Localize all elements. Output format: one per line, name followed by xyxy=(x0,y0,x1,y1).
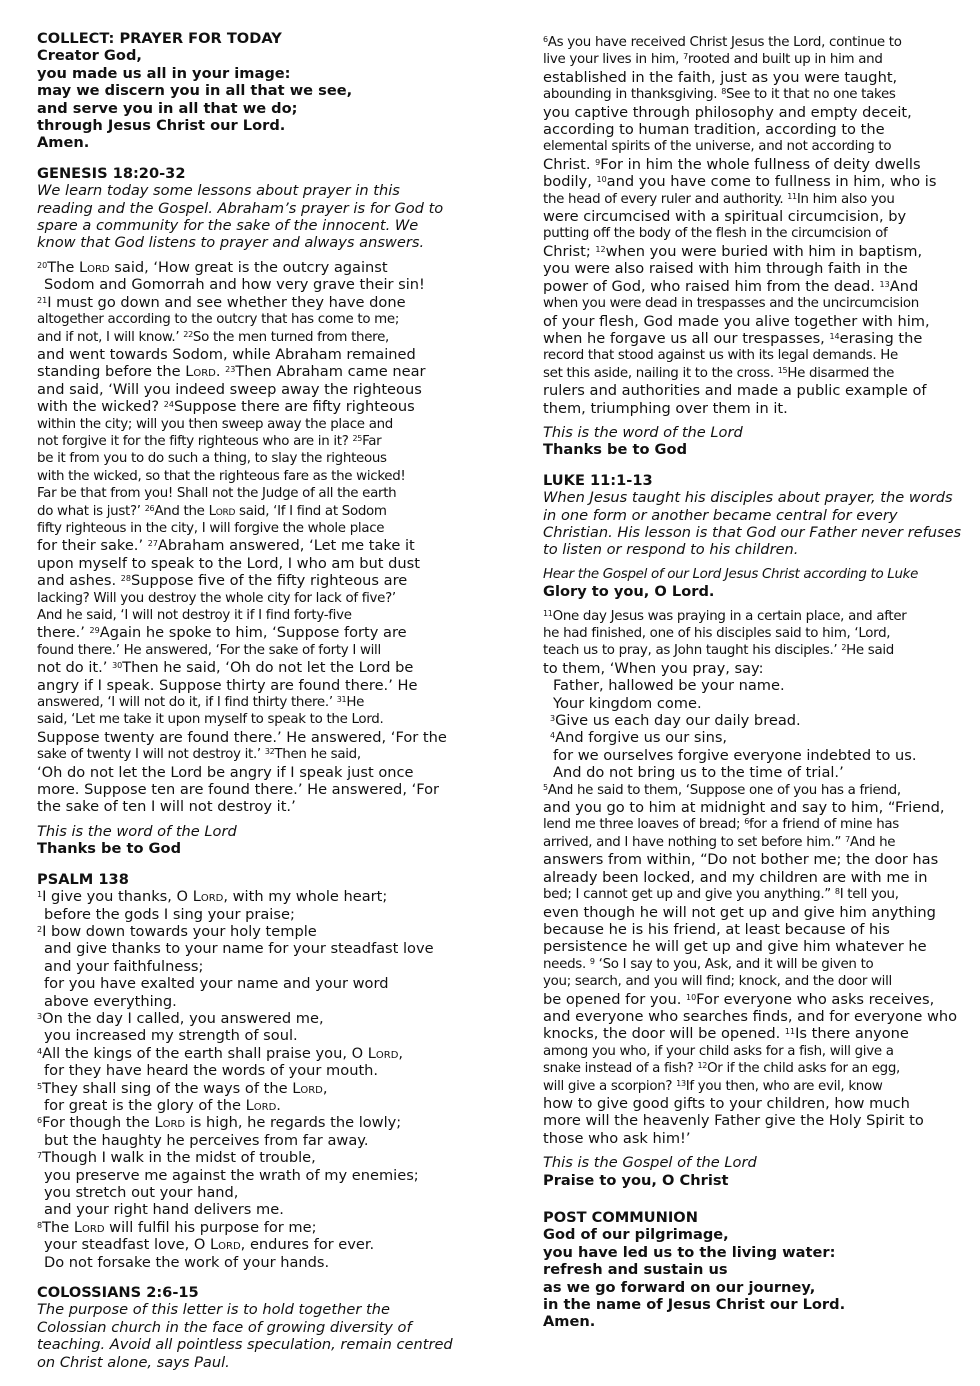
colossians-response-answer: Thanks be to God xyxy=(543,441,688,459)
verse-line: you captive through philosophy and empty deceit, xyxy=(543,103,912,121)
colossians-section-reading xyxy=(543,34,963,459)
verse-line: and your faithfulness; xyxy=(44,957,204,975)
luke-response-call: This is the Gospel of the Lord xyxy=(543,1154,757,1172)
luke-intro: When Jesus taught his disciples about prayer, the words in one form or another became central for every Christian. His lesson is that God our Father never refuses to listen or respond to his children. xyxy=(543,489,962,559)
verse-line: be it from you to do such a thing, to slay the righteous xyxy=(37,451,387,467)
verse-line: you; search, and you will find; knock, and the door will xyxy=(543,974,892,990)
verse-line: abounding in thanksgiving. $^8$See to it that no one takes xyxy=(543,87,896,103)
verse-line: with the wicked, so that the righteous fare as the wicked! xyxy=(37,468,406,484)
collect-line: through Jesus Christ our Lord. xyxy=(37,117,286,135)
luke-section xyxy=(543,472,963,1189)
verse-line: Your kingdom come. xyxy=(553,694,702,712)
verse-line: even though he will not get up and give him anything xyxy=(543,903,936,921)
verse-line: ‘Oh do not let the Lord be angry if I speak just once xyxy=(37,763,414,781)
verse-line: rulers and authorities and made a public example of xyxy=(543,382,927,400)
psalm-section xyxy=(37,871,457,1271)
luke-response-answer: Praise to you, O Christ xyxy=(543,1171,729,1189)
luke-announcement: Hear the Gospel of our Lord Jesus Christ according to Luke xyxy=(543,566,919,582)
verse-line: upon myself to speak to the Lord, I who am but dust xyxy=(37,554,420,572)
colossians-section-intro xyxy=(37,1284,457,1371)
verse-line: $^{11}$One day Jesus was praying in a certain place, and after xyxy=(543,608,907,624)
verse-line: for their sake.’ $^{27}$Abraham answered, ‘Let me take it xyxy=(37,537,415,555)
left-column xyxy=(37,30,457,1371)
verse-line: and you go to him at midnight and say to him, “Friend, xyxy=(543,799,945,817)
collect-line: Creator God, xyxy=(37,47,142,65)
verse-line: live your lives in him, $^7$rooted and built up in him and xyxy=(543,52,883,68)
verse-line: within the city; will you then sweep away the place and xyxy=(37,416,393,432)
post-communion-line: God of our pilgrimage, xyxy=(543,1226,729,1244)
collect-line: Amen. xyxy=(37,134,90,152)
verse-line: when he forgave us all our trespasses, $^{14}$erasing the xyxy=(543,329,923,347)
post-communion-line: as we go forward on our journey, xyxy=(543,1278,816,1296)
verse-line: answers from within, “Do not bother me; the door has xyxy=(543,851,939,869)
verse-line: be opened for you. $^{10}$For everyone who asks receives, xyxy=(543,990,935,1008)
verse-line: standing before the Lord. $^{23}$Then Abraham came near xyxy=(37,363,426,381)
verse-line: and your right hand delivers me. xyxy=(44,1201,284,1219)
verse-line: and everyone who searches finds, and for everyone who xyxy=(543,1007,958,1025)
verse-line: your steadfast love, O Lord, endures for ever. xyxy=(44,1236,375,1254)
verse-line: $^4$And forgive us our sins, xyxy=(550,729,728,747)
verse-line: will give a scorpion? $^{13}$If you then, who are evil, know xyxy=(543,1078,883,1094)
verse-line: of your flesh, God made you alive together with him, xyxy=(543,312,930,330)
verse-line: fifty righteous in the city, I will forgive the whole place xyxy=(37,520,385,536)
verse-line: and said, ‘Will you indeed sweep away the righteous xyxy=(37,380,422,398)
verse-line: Far be that from you! Shall not the Judge of all the earth xyxy=(37,486,397,502)
collect-heading: COLLECT: PRAYER FOR TODAY xyxy=(37,30,282,47)
verse-line: bodily, $^{10}$and you have come to fullness in him, who is xyxy=(543,173,937,191)
colossians-intro: The purpose of this letter is to hold together the Colossian church in the face of growing diversity of teaching. Avoid all pointless speculation, remain centred on Christ alone, says Paul. xyxy=(37,1301,453,1371)
verse-line: altogether according to the outcry that has come to me; xyxy=(37,312,400,328)
verse-line: And he said, ‘I will not destroy it if I find forty-five xyxy=(37,608,352,623)
verse-line: $^5$They shall sing of the ways of the Lord, xyxy=(37,1079,328,1097)
verse-line: you were also raised with him through faith in the xyxy=(543,260,908,278)
verse-line: for they have heard the words of your mouth. xyxy=(44,1062,379,1080)
verse-line: Christ. $^9$For in him the whole fullness of deity dwells xyxy=(543,155,921,173)
right-column xyxy=(543,34,963,1331)
collect-line: and serve you in all that we do; xyxy=(37,99,298,117)
verse-line: the head of every ruler and authority. $^{11}$In him also you xyxy=(543,191,895,207)
verse-line: power of God, who raised him from the dead. $^{13}$And xyxy=(543,277,919,295)
verse-line: were circumcised with a spiritual circumcision, by xyxy=(543,208,907,226)
verse-line: with the wicked? $^{24}$Suppose there are fifty righteous xyxy=(37,398,415,416)
verse-line: you preserve me against the wrath of my enemies; xyxy=(44,1166,419,1184)
verse-line: record that stood against us with its legal demands. He xyxy=(543,348,898,364)
verse-line: angry if I speak. Suppose thirty are found there.’ He xyxy=(37,676,418,694)
verse-line: not forgive it for the fifty righteous who are in it? $^{25}$Far xyxy=(37,433,382,449)
verse-line: how to give good gifts to your children, how much xyxy=(543,1094,910,1112)
verse-line: when you were dead in trespasses and the uncircumcision xyxy=(543,296,919,312)
verse-line: Do not forsake the work of your hands. xyxy=(44,1253,330,1271)
genesis-response-answer: Thanks be to God xyxy=(37,840,182,858)
verse-line: said, ‘Let me take it upon myself to speak to the Lord. xyxy=(37,712,384,728)
verse-line: to them, ‘When you pray, say: xyxy=(543,659,764,677)
luke-announcement-response: Glory to you, O Lord. xyxy=(543,583,715,601)
post-communion-heading: POST COMMUNION xyxy=(543,1209,698,1226)
verse-line: those who ask him!’ xyxy=(543,1129,691,1147)
verse-line: above everything. xyxy=(44,992,177,1010)
verse-line: And do not bring us to the time of trial.’ xyxy=(553,764,844,782)
verse-line: before the gods I sing your praise; xyxy=(44,905,295,923)
verse-line: arrived, and I have nothing to set before him.” $^7$And he xyxy=(543,834,896,850)
post-communion-line: in the name of Jesus Christ our Lord. xyxy=(543,1296,846,1314)
verse-line: snake instead of a fish? $^{12}$Or if the child asks for an egg, xyxy=(543,1061,901,1077)
post-communion-line: you have led us to the living water: xyxy=(543,1243,836,1261)
verse-line: $^8$The Lord will fulfil his purpose for me; xyxy=(37,1218,317,1236)
verse-line: elemental spirits of the universe, and not according to xyxy=(543,139,892,155)
verse-line: $^4$All the kings of the earth shall praise you, O Lord, xyxy=(37,1044,404,1062)
verse-line: needs. $^9$ ‘So I say to you, Ask, and it will be given to xyxy=(543,956,874,972)
colossians-reading xyxy=(543,34,963,417)
collect-line: may we discern you in all that we see, xyxy=(37,82,353,100)
verse-line: found there.’ He answered, ‘For the sake of forty I will xyxy=(37,642,381,658)
verse-line: $^3$On the day I called, you answered me, xyxy=(37,1009,324,1027)
genesis-intro: We learn today some lessons about prayer in this reading and the Gospel. Abraham’s prayer is for God to spare a community for the sake of the innocent. We know that God listens to prayer and always answers. xyxy=(37,182,444,252)
verse-line: more will the heavenly Father give the Holy Spirit to xyxy=(543,1112,924,1130)
verse-line: for you have exalted your name and your word xyxy=(44,975,389,993)
colossians-response-call: This is the word of the Lord xyxy=(543,423,743,441)
colossians-heading: COLOSSIANS 2:6-15 xyxy=(37,1284,199,1302)
verse-line: more. Suppose ten are found there.’ He answered, ‘For xyxy=(37,781,440,799)
verse-line: teach us to pray, as John taught his disciples.’ $^2$He said xyxy=(543,643,895,659)
psalm-text xyxy=(37,888,457,1271)
verse-line: established in the faith, just as you were taught, xyxy=(543,68,898,86)
genesis-reading xyxy=(37,259,457,816)
verse-line: not do it.’ $^{30}$Then he said, ‘Oh do not let the Lord be xyxy=(37,659,414,677)
verse-line: answered, ‘I will not do it, if I find thirty there.’ $^{31}$He xyxy=(37,695,365,711)
post-communion-line: refresh and sustain us xyxy=(543,1261,728,1279)
verse-line: bed; I cannot get up and give you anything.” $^8$I tell you, xyxy=(543,887,899,903)
verse-line: Father, hallowed be your name. xyxy=(553,677,785,695)
verse-line: $^1$I give you thanks, O Lord, with my whole heart; xyxy=(37,888,388,906)
verse-line: you increased my strength of soul. xyxy=(44,1027,298,1045)
verse-line: for great is the glory of the Lord. xyxy=(44,1096,281,1114)
verse-line: among you who, if your child asks for a fish, will give a xyxy=(543,1043,894,1059)
verse-line: because he is his friend, at least because of his xyxy=(543,920,890,938)
luke-reading xyxy=(543,608,963,1148)
genesis-heading: GENESIS 18:20-32 xyxy=(37,164,186,182)
verse-line: $^{21}$I must go down and see whether they have done xyxy=(37,293,406,311)
luke-heading: LUKE 11:1-13 xyxy=(543,471,653,489)
verse-line: Suppose twenty are found there.’ He answered, ‘For the xyxy=(37,728,447,746)
collect-section xyxy=(37,30,457,152)
verse-line: do what is just?’ $^{26}$And the Lord said, ‘If I find at Sodom xyxy=(37,503,387,519)
verse-line: for we ourselves forgive everyone indebted to us. xyxy=(553,746,917,764)
verse-line: them, triumphing over them in it. xyxy=(543,399,788,417)
verse-line: and ashes. $^{28}$Suppose five of the fifty righteous are xyxy=(37,572,408,590)
verse-line: $^3$Give us each day our daily bread. xyxy=(550,712,801,730)
verse-line: already been locked, and my children are with me in xyxy=(543,868,928,886)
verse-line: and went towards Sodom, while Abraham remained xyxy=(37,345,416,363)
verse-line: Sodom and Gomorrah and how very grave their sin! xyxy=(44,276,425,294)
verse-line: $^5$And he said to them, ‘Suppose one of you has a friend, xyxy=(543,782,901,798)
verse-line: $^{20}$The Lord said, ‘How great is the outcry against xyxy=(37,258,388,276)
post-communion-section xyxy=(543,1209,963,1331)
collect-prayer xyxy=(37,47,457,151)
verse-line: you stretch out your hand, xyxy=(44,1184,239,1201)
verse-line: knocks, the door will be opened. $^{11}$Is there anyone xyxy=(543,1025,909,1043)
psalm-heading: PSALM 138 xyxy=(37,870,129,888)
collect-line: you made us all in your image: xyxy=(37,64,291,82)
verse-line: lend me three loaves of bread; $^6$for a friend of mine has xyxy=(543,817,899,833)
verse-line: $^2$I bow down towards your holy temple xyxy=(37,922,317,940)
verse-line: he had finished, one of his disciples said to him, ‘Lord, xyxy=(543,626,891,641)
verse-line: there.’ $^{29}$Again he spoke to him, ‘Suppose forty are xyxy=(37,624,407,642)
verse-line: $^6$For though the Lord is high, he regards the lowly; xyxy=(37,1114,402,1132)
verse-line: $^7$Though I walk in the midst of trouble, xyxy=(37,1149,316,1167)
genesis-response-call: This is the word of the Lord xyxy=(37,822,237,840)
verse-line: Christ; $^{12}$when you were buried with him in baptism, xyxy=(543,242,923,260)
verse-line: and if not, I will know.’ $^{22}$So the men turned from there, xyxy=(37,329,389,345)
verse-line: set this aside, nailing it to the cross. $^{15}$He disarmed the xyxy=(543,365,895,381)
verse-line: $^6$As you have received Christ Jesus the Lord, continue to xyxy=(543,35,902,50)
verse-line: putting off the body of the flesh in the circumcision of xyxy=(543,226,888,242)
verse-line: but the haughty he perceives from far away. xyxy=(44,1131,369,1149)
verse-line: persistence he will get up and give him whatever he xyxy=(543,938,927,956)
verse-line: according to human tradition, according to the xyxy=(543,121,885,139)
post-communion-line: Amen. xyxy=(543,1313,596,1331)
verse-line: and give thanks to your name for your steadfast love xyxy=(44,940,434,958)
verse-line: lacking? Will you destroy the whole city for lack of five?’ xyxy=(37,590,396,606)
verse-line: sake of twenty I will not destroy it.’ $^{32}$Then he said, xyxy=(37,747,361,763)
verse-line: the sake of ten I will not destroy it.’ xyxy=(37,798,296,816)
genesis-section xyxy=(37,165,457,858)
